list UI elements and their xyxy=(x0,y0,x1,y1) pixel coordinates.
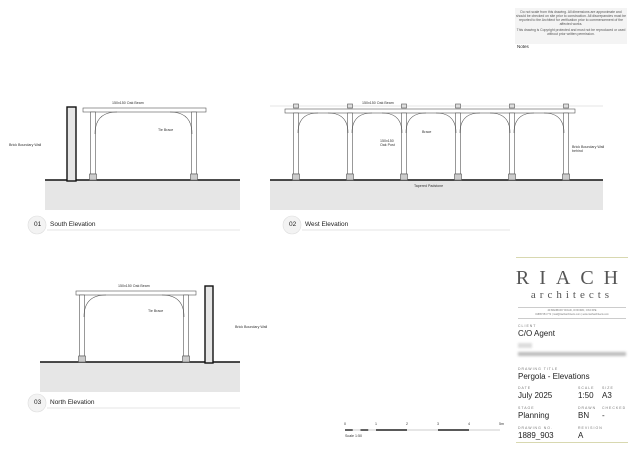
size-value: A3 xyxy=(602,391,612,400)
address: 40 BANBURY ROAD, OXFORD, OX2 6PE xyxy=(547,309,597,312)
checked-value: - xyxy=(602,411,605,420)
revision-label: REVISION xyxy=(578,426,603,430)
brick-boundary-wall xyxy=(205,286,213,363)
contact: 01865 554 772 | mail@riacharchitects.com | www.riacharchitects.com xyxy=(535,313,609,316)
logo-architects: architects xyxy=(530,289,614,301)
scale-tick-label: 5m xyxy=(499,422,504,426)
stage-value: Planning xyxy=(518,411,550,420)
logo-riach: RIACH xyxy=(515,267,629,289)
oak-post xyxy=(192,112,197,174)
beam-block xyxy=(348,104,353,108)
oak-beam xyxy=(83,108,206,112)
padstone xyxy=(401,174,408,180)
scale-tick-label: 0 xyxy=(344,422,346,426)
north-wall-label: Brick Boundary Wall xyxy=(235,325,268,329)
drawing-no-label: DRAWING NO. xyxy=(518,426,553,430)
oak-post xyxy=(348,113,353,174)
notes-label: Notes xyxy=(517,44,529,49)
west-wall-label: Brick Boundary Wall behind xyxy=(572,145,605,153)
beam-block xyxy=(294,104,299,108)
brace xyxy=(436,113,456,133)
brace xyxy=(514,113,534,133)
title-block xyxy=(510,257,630,443)
west-beam-label: 150x150 Oak Beam xyxy=(362,101,394,105)
padstone xyxy=(191,174,198,180)
beam-block xyxy=(402,104,407,108)
padstone xyxy=(293,174,300,180)
brace xyxy=(170,112,192,134)
disclaimer-box xyxy=(515,8,627,44)
drawn-label: DRAWN xyxy=(578,406,597,410)
brace xyxy=(460,113,480,133)
redacted-address xyxy=(518,352,626,356)
oak-post xyxy=(564,113,569,174)
padstone xyxy=(347,174,354,180)
west-number: 02 xyxy=(289,221,297,228)
padstone xyxy=(183,356,190,362)
west-brace-label: Brace xyxy=(422,130,432,134)
oak-post xyxy=(294,113,299,174)
size-label: SIZE xyxy=(602,386,614,390)
scale-label: SCALE xyxy=(578,386,595,390)
brace xyxy=(352,113,372,133)
brace xyxy=(298,113,318,133)
brace xyxy=(382,113,402,133)
oak-post xyxy=(510,113,515,174)
oak-post xyxy=(91,112,96,174)
south-wall-label: Brick Boundary Wall xyxy=(9,143,42,147)
revision-value: A xyxy=(578,431,584,440)
brace xyxy=(95,112,117,134)
brick-boundary-wall xyxy=(67,107,76,181)
beam-block xyxy=(510,104,515,108)
padstone xyxy=(509,174,516,180)
south-brace-label: Tie Brace xyxy=(158,128,174,132)
drawn-value: BN xyxy=(578,411,590,420)
padstone xyxy=(563,174,570,180)
south-beam-label: 150x150 Oak Beam xyxy=(112,101,144,105)
oak-beam xyxy=(285,109,575,113)
scale-tick-label: 2 xyxy=(406,422,408,426)
west-post-label: 150x150 Oak Post xyxy=(380,139,395,147)
padstone xyxy=(455,174,462,180)
checked-label: CHECKED xyxy=(602,406,627,410)
ground xyxy=(45,180,240,210)
south-title: South Elevation xyxy=(50,221,96,228)
brace xyxy=(162,295,184,317)
beam-block xyxy=(456,104,461,108)
drawing-title-label: DRAWING TITLE xyxy=(518,367,559,371)
drawing-title-value: Pergola - Elevations xyxy=(518,372,590,381)
scale-tick-label: 4 xyxy=(468,422,470,426)
oak-post xyxy=(184,295,189,356)
scale-value: 1:50 xyxy=(578,391,594,400)
redacted-block xyxy=(518,343,532,348)
south-number: 01 xyxy=(34,221,42,228)
north-beam-label: 150x150 Oak Beam xyxy=(118,284,150,288)
north-brace-label: Tie Brace xyxy=(148,309,164,313)
north-title: North Elevation xyxy=(50,399,95,406)
west-padstone-label: Tapered Padstone xyxy=(414,184,444,188)
client-label: CLIENT xyxy=(518,324,537,328)
copyright-text: This drawing is Copyright protected and must not be reproduced or used without prior written permission. xyxy=(516,28,626,36)
client-value: C/O Agent xyxy=(518,329,555,338)
scale-tick-label: 3 xyxy=(437,422,439,426)
brace xyxy=(490,113,510,133)
west-title: West Elevation xyxy=(305,221,349,228)
brace xyxy=(84,295,106,317)
disclaimer-text: Do not scale from this drawing. All dimensions are approximate and should be checked on site prior to construction. All discrepancies must be reported to the Architect for verification prior to commencement of the affected works. xyxy=(515,10,627,26)
brace xyxy=(544,113,564,133)
oak-post xyxy=(456,113,461,174)
scale-bar-label: Scale 1:50 xyxy=(345,434,362,438)
ground xyxy=(40,362,240,392)
oak-post xyxy=(402,113,407,174)
north-number: 03 xyxy=(34,399,42,406)
padstone xyxy=(90,174,97,180)
brace xyxy=(328,113,348,133)
drawing-no-value: 1889_903 xyxy=(518,431,554,440)
scale-tick-label: 1 xyxy=(375,422,377,426)
oak-post xyxy=(80,295,85,356)
padstone xyxy=(79,356,86,362)
beam-block xyxy=(564,104,569,108)
date-label: DATE xyxy=(518,386,532,390)
stage-label: STAGE xyxy=(518,406,535,410)
oak-beam xyxy=(76,291,196,295)
date-value: July 2025 xyxy=(518,391,553,400)
